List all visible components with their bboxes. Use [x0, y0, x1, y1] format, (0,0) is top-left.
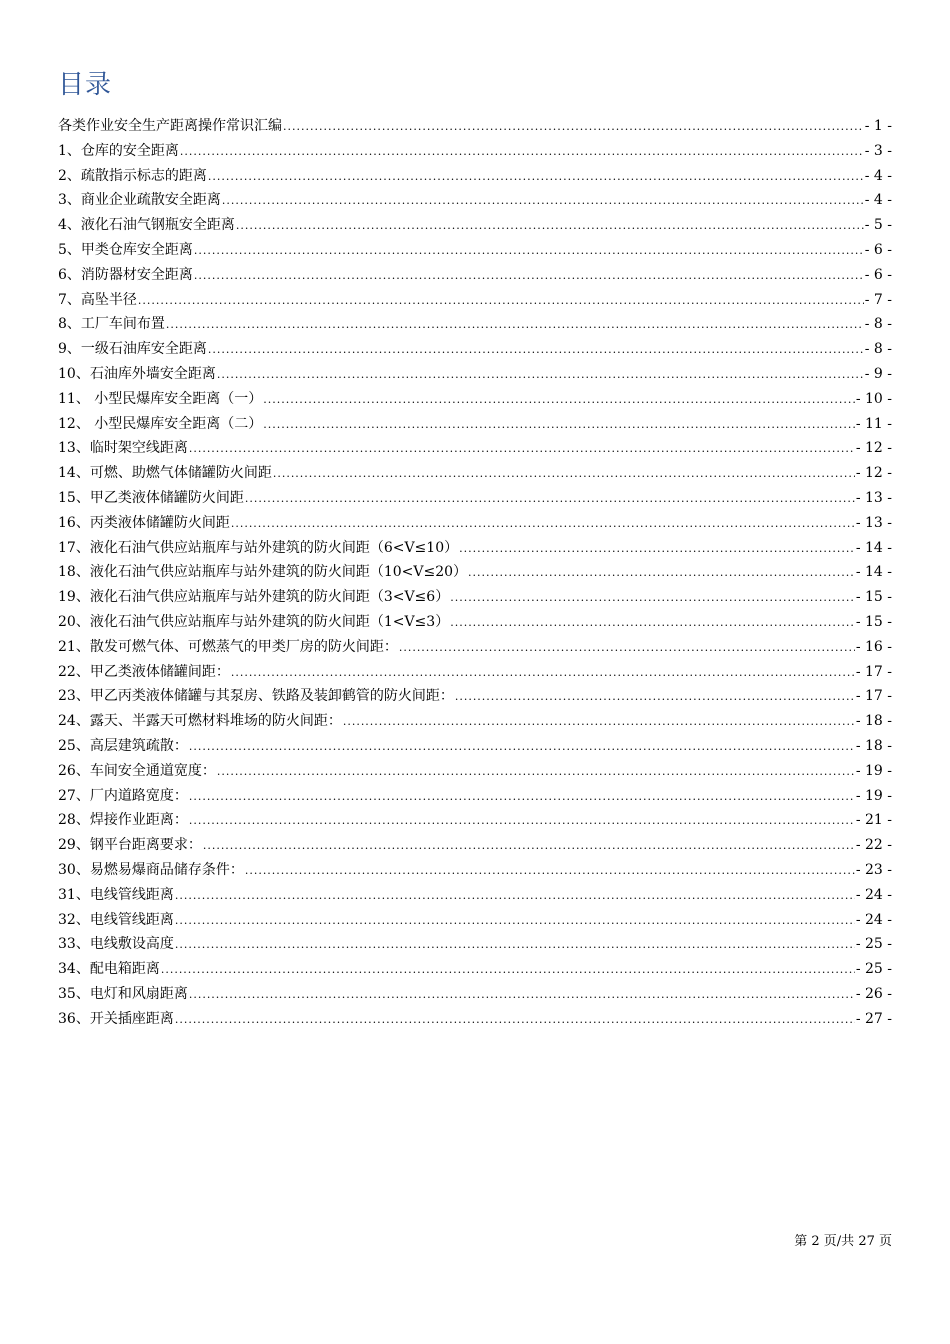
- toc-entry[interactable]: [58, 635, 892, 660]
- toc-entry[interactable]: [58, 709, 892, 734]
- toc-dot-leader: [459, 537, 855, 562]
- toc-dot-leader: [189, 785, 855, 810]
- toc-entry-page: - 9 -: [864, 365, 892, 382]
- toc-entry-label: 30、易燃易爆商品储存条件：: [58, 861, 244, 878]
- toc-dot-leader: [236, 214, 864, 239]
- toc-entry-label: 14、可燃、助燃气体储罐防火间距: [58, 465, 272, 482]
- toc-dot-leader: [189, 437, 855, 462]
- toc-entry-label: 9、一级石油库安全距离: [58, 341, 207, 358]
- toc-dot-leader: [455, 685, 855, 710]
- toc-entry-label: 36、开关插座距离: [58, 1010, 174, 1027]
- toc-entry-label: 24、露天、半露天可燃材料堆场的防火间距：: [58, 713, 342, 730]
- toc-entry[interactable]: [58, 734, 892, 759]
- toc-entry-page: - 12 -: [855, 465, 892, 482]
- toc-entry-page: - 8 -: [864, 341, 892, 358]
- toc-dot-leader: [450, 611, 855, 636]
- toc-entry[interactable]: [58, 536, 892, 561]
- toc-dot-leader: [166, 313, 864, 338]
- toc-entry-page: - 24 -: [855, 911, 892, 928]
- toc-dot-leader: [217, 760, 855, 785]
- toc-entry-label: 21、散发可燃气体、可燃蒸气的甲类厂房的防火间距：: [58, 638, 398, 655]
- toc-dot-leader: [263, 388, 855, 413]
- toc-entry-page: - 4 -: [864, 192, 892, 209]
- toc-entry[interactable]: [58, 957, 892, 982]
- toc-entry-label: 7、高坠半径: [58, 291, 137, 308]
- toc-entry[interactable]: [58, 362, 892, 387]
- toc-entry[interactable]: [58, 188, 892, 213]
- toc-entry[interactable]: [58, 312, 892, 337]
- toc-entry[interactable]: [58, 288, 892, 313]
- toc-entry-page: - 13 -: [855, 489, 892, 506]
- toc-entry-label: 2、疏散指示标志的距离: [58, 167, 207, 184]
- toc-entry-page: - 7 -: [864, 291, 892, 308]
- toc-entry-label: 20、液化石油气供应站瓶库与站外建筑的防火间距（1<V≤3）: [58, 613, 450, 630]
- toc-entry[interactable]: [58, 387, 892, 412]
- toc-entry[interactable]: [58, 263, 892, 288]
- toc-entry-page: - 19 -: [855, 762, 892, 779]
- toc-dot-leader: [343, 710, 855, 735]
- toc-heading: 目录: [58, 70, 113, 100]
- toc-dot-leader: [203, 834, 855, 859]
- toc-dot-leader: [189, 735, 855, 760]
- toc-dot-leader: [175, 933, 855, 958]
- toc-dot-leader: [161, 958, 855, 983]
- toc-entry-label: 23、甲乙丙类液体储罐与其泵房、铁路及装卸鹤管的防火间距：: [58, 688, 454, 705]
- toc-entry-page: - 15 -: [855, 589, 892, 606]
- page-footer: 第 2 页/共 27 页: [794, 1234, 892, 1249]
- toc-dot-leader: [245, 487, 855, 512]
- toc-entry[interactable]: [58, 213, 892, 238]
- toc-entry-page: - 15 -: [855, 613, 892, 630]
- toc-dot-leader: [175, 1008, 855, 1033]
- toc-entry[interactable]: [58, 932, 892, 957]
- toc-entry-label: 13、临时架空线距离: [58, 440, 188, 457]
- toc-entry-page: - 24 -: [855, 886, 892, 903]
- toc-entry-page: - 19 -: [855, 787, 892, 804]
- toc-entry-label: 5、甲类仓库安全距离: [58, 241, 193, 258]
- toc-entry-label: 4、液化石油气钢瓶安全距离: [58, 217, 235, 234]
- toc-entry-page: - 12 -: [855, 440, 892, 457]
- toc-entry-label: 18、液化石油气供应站瓶库与站外建筑的防火间距（10<V≤20）: [58, 564, 468, 581]
- toc-entry-label: 22、甲乙类液体储罐间距：: [58, 663, 230, 680]
- toc-entry[interactable]: [58, 436, 892, 461]
- toc-entry[interactable]: [58, 164, 892, 189]
- toc-entry[interactable]: [58, 114, 892, 139]
- toc-dot-leader: [468, 561, 855, 586]
- toc-entry-label: 17、液化石油气供应站瓶库与站外建筑的防火间距（6<V≤10）: [58, 539, 459, 556]
- toc-entry[interactable]: [58, 982, 892, 1007]
- toc-entry-page: - 11 -: [855, 415, 892, 432]
- toc-dot-leader: [208, 165, 864, 190]
- toc-dot-leader: [194, 264, 864, 289]
- toc-dot-leader: [273, 462, 855, 487]
- toc-entry[interactable]: [58, 585, 892, 610]
- toc-entry-label: 11、 小型民爆库安全距离（一）: [58, 390, 263, 407]
- toc-entry[interactable]: [58, 858, 892, 883]
- toc-dot-leader: [189, 983, 855, 1008]
- toc-entry[interactable]: [58, 461, 892, 486]
- toc-entry-page: - 18 -: [855, 737, 892, 754]
- toc-dot-leader: [138, 289, 864, 314]
- toc-entry-label: 35、电灯和风扇距离: [58, 985, 188, 1002]
- toc-entry-page: - 17 -: [855, 688, 892, 705]
- toc-dot-leader: [245, 859, 855, 884]
- toc-entry-page: - 16 -: [855, 638, 892, 655]
- toc-entry[interactable]: [58, 412, 892, 437]
- toc-entry[interactable]: [58, 238, 892, 263]
- toc-entry-label: 3、商业企业疏散安全距离: [58, 192, 221, 209]
- toc-entry[interactable]: [58, 1007, 892, 1032]
- toc-entry-page: - 21 -: [855, 812, 892, 829]
- toc-entry-page: - 25 -: [855, 961, 892, 978]
- toc-dot-leader: [231, 512, 855, 537]
- toc-entry-page: - 17 -: [855, 663, 892, 680]
- toc-entry-label: 31、电线管线距离: [58, 886, 174, 903]
- toc-entry-page: - 13 -: [855, 514, 892, 531]
- toc-entry-page: - 8 -: [864, 316, 892, 333]
- toc-entry[interactable]: [58, 610, 892, 635]
- toc-dot-leader: [175, 909, 855, 934]
- toc-entry-page: - 23 -: [855, 861, 892, 878]
- toc-entry-label: 10、石油库外墙安全距离: [58, 365, 216, 382]
- toc-entry-label: 19、液化石油气供应站瓶库与站外建筑的防火间距（3<V≤6）: [58, 589, 450, 606]
- toc-entry-label: 32、电线管线距离: [58, 911, 174, 928]
- toc-entry-label: 6、消防器材安全距离: [58, 266, 193, 283]
- toc-entry-page: - 18 -: [855, 713, 892, 730]
- toc-entry-page: - 6 -: [864, 266, 892, 283]
- toc-entry-page: - 4 -: [864, 167, 892, 184]
- toc-entry-label: 16、丙类液体储罐防火间距: [58, 514, 230, 531]
- toc-entry[interactable]: [58, 833, 892, 858]
- toc-entry-page: - 14 -: [855, 539, 892, 556]
- toc-entry-label: 1、仓库的安全距离: [58, 142, 179, 159]
- toc-entry-page: - 25 -: [855, 936, 892, 953]
- toc-entry-label: 8、工厂车间布置: [58, 316, 165, 333]
- toc-entry-page: - 10 -: [855, 390, 892, 407]
- toc-entry-label: 28、焊接作业距离：: [58, 812, 188, 829]
- toc-entry[interactable]: [58, 908, 892, 933]
- toc-entry[interactable]: [58, 808, 892, 833]
- toc-entry-page: - 22 -: [855, 837, 892, 854]
- toc-entry[interactable]: [58, 337, 892, 362]
- toc-dot-leader: [208, 338, 864, 363]
- toc-dot-leader: [399, 636, 855, 661]
- toc-dot-leader: [189, 809, 855, 834]
- toc-entry-label: 26、车间安全通道宽度：: [58, 762, 216, 779]
- toc-entry-label: 34、配电箱距离: [58, 961, 160, 978]
- toc-list: [58, 114, 892, 1031]
- toc-dot-leader: [263, 413, 855, 438]
- toc-entry[interactable]: [58, 139, 892, 164]
- toc-entry-page: - 6 -: [864, 241, 892, 258]
- toc-entry-page: - 5 -: [864, 217, 892, 234]
- toc-entry-page: - 14 -: [855, 564, 892, 581]
- toc-entry[interactable]: [58, 883, 892, 908]
- toc-entry[interactable]: [58, 486, 892, 511]
- toc-dot-leader: [175, 884, 855, 909]
- toc-dot-leader: [283, 115, 864, 140]
- toc-entry-page: - 27 -: [855, 1010, 892, 1027]
- toc-dot-leader: [217, 363, 864, 388]
- toc-entry-page: - 26 -: [855, 985, 892, 1002]
- toc-dot-leader: [450, 586, 855, 611]
- toc-entry[interactable]: [58, 784, 892, 809]
- toc-entry-label: 各类作业安全生产距离操作常识汇编: [58, 118, 282, 134]
- toc-entry-page: - 1 -: [864, 118, 892, 134]
- toc-entry-label: 15、甲乙类液体储罐防火间距: [58, 489, 244, 506]
- toc-entry-label: 27、厂内道路宽度：: [58, 787, 188, 804]
- toc-dot-leader: [231, 661, 855, 686]
- toc-entry[interactable]: [58, 511, 892, 536]
- toc-dot-leader: [222, 189, 864, 214]
- toc-entry-label: 29、钢平台距离要求：: [58, 837, 202, 854]
- toc-entry[interactable]: [58, 759, 892, 784]
- toc-entry-label: 33、电线敷设高度: [58, 936, 174, 953]
- toc-entry[interactable]: [58, 560, 892, 585]
- toc-entry-page: - 3 -: [864, 142, 892, 159]
- toc-entry[interactable]: [58, 660, 892, 685]
- toc-entry-label: 25、高层建筑疏散：: [58, 737, 188, 754]
- toc-dot-leader: [194, 239, 864, 264]
- toc-dot-leader: [180, 140, 864, 165]
- toc-entry[interactable]: [58, 684, 892, 709]
- toc-entry-label: 12、 小型民爆库安全距离（二）: [58, 415, 263, 432]
